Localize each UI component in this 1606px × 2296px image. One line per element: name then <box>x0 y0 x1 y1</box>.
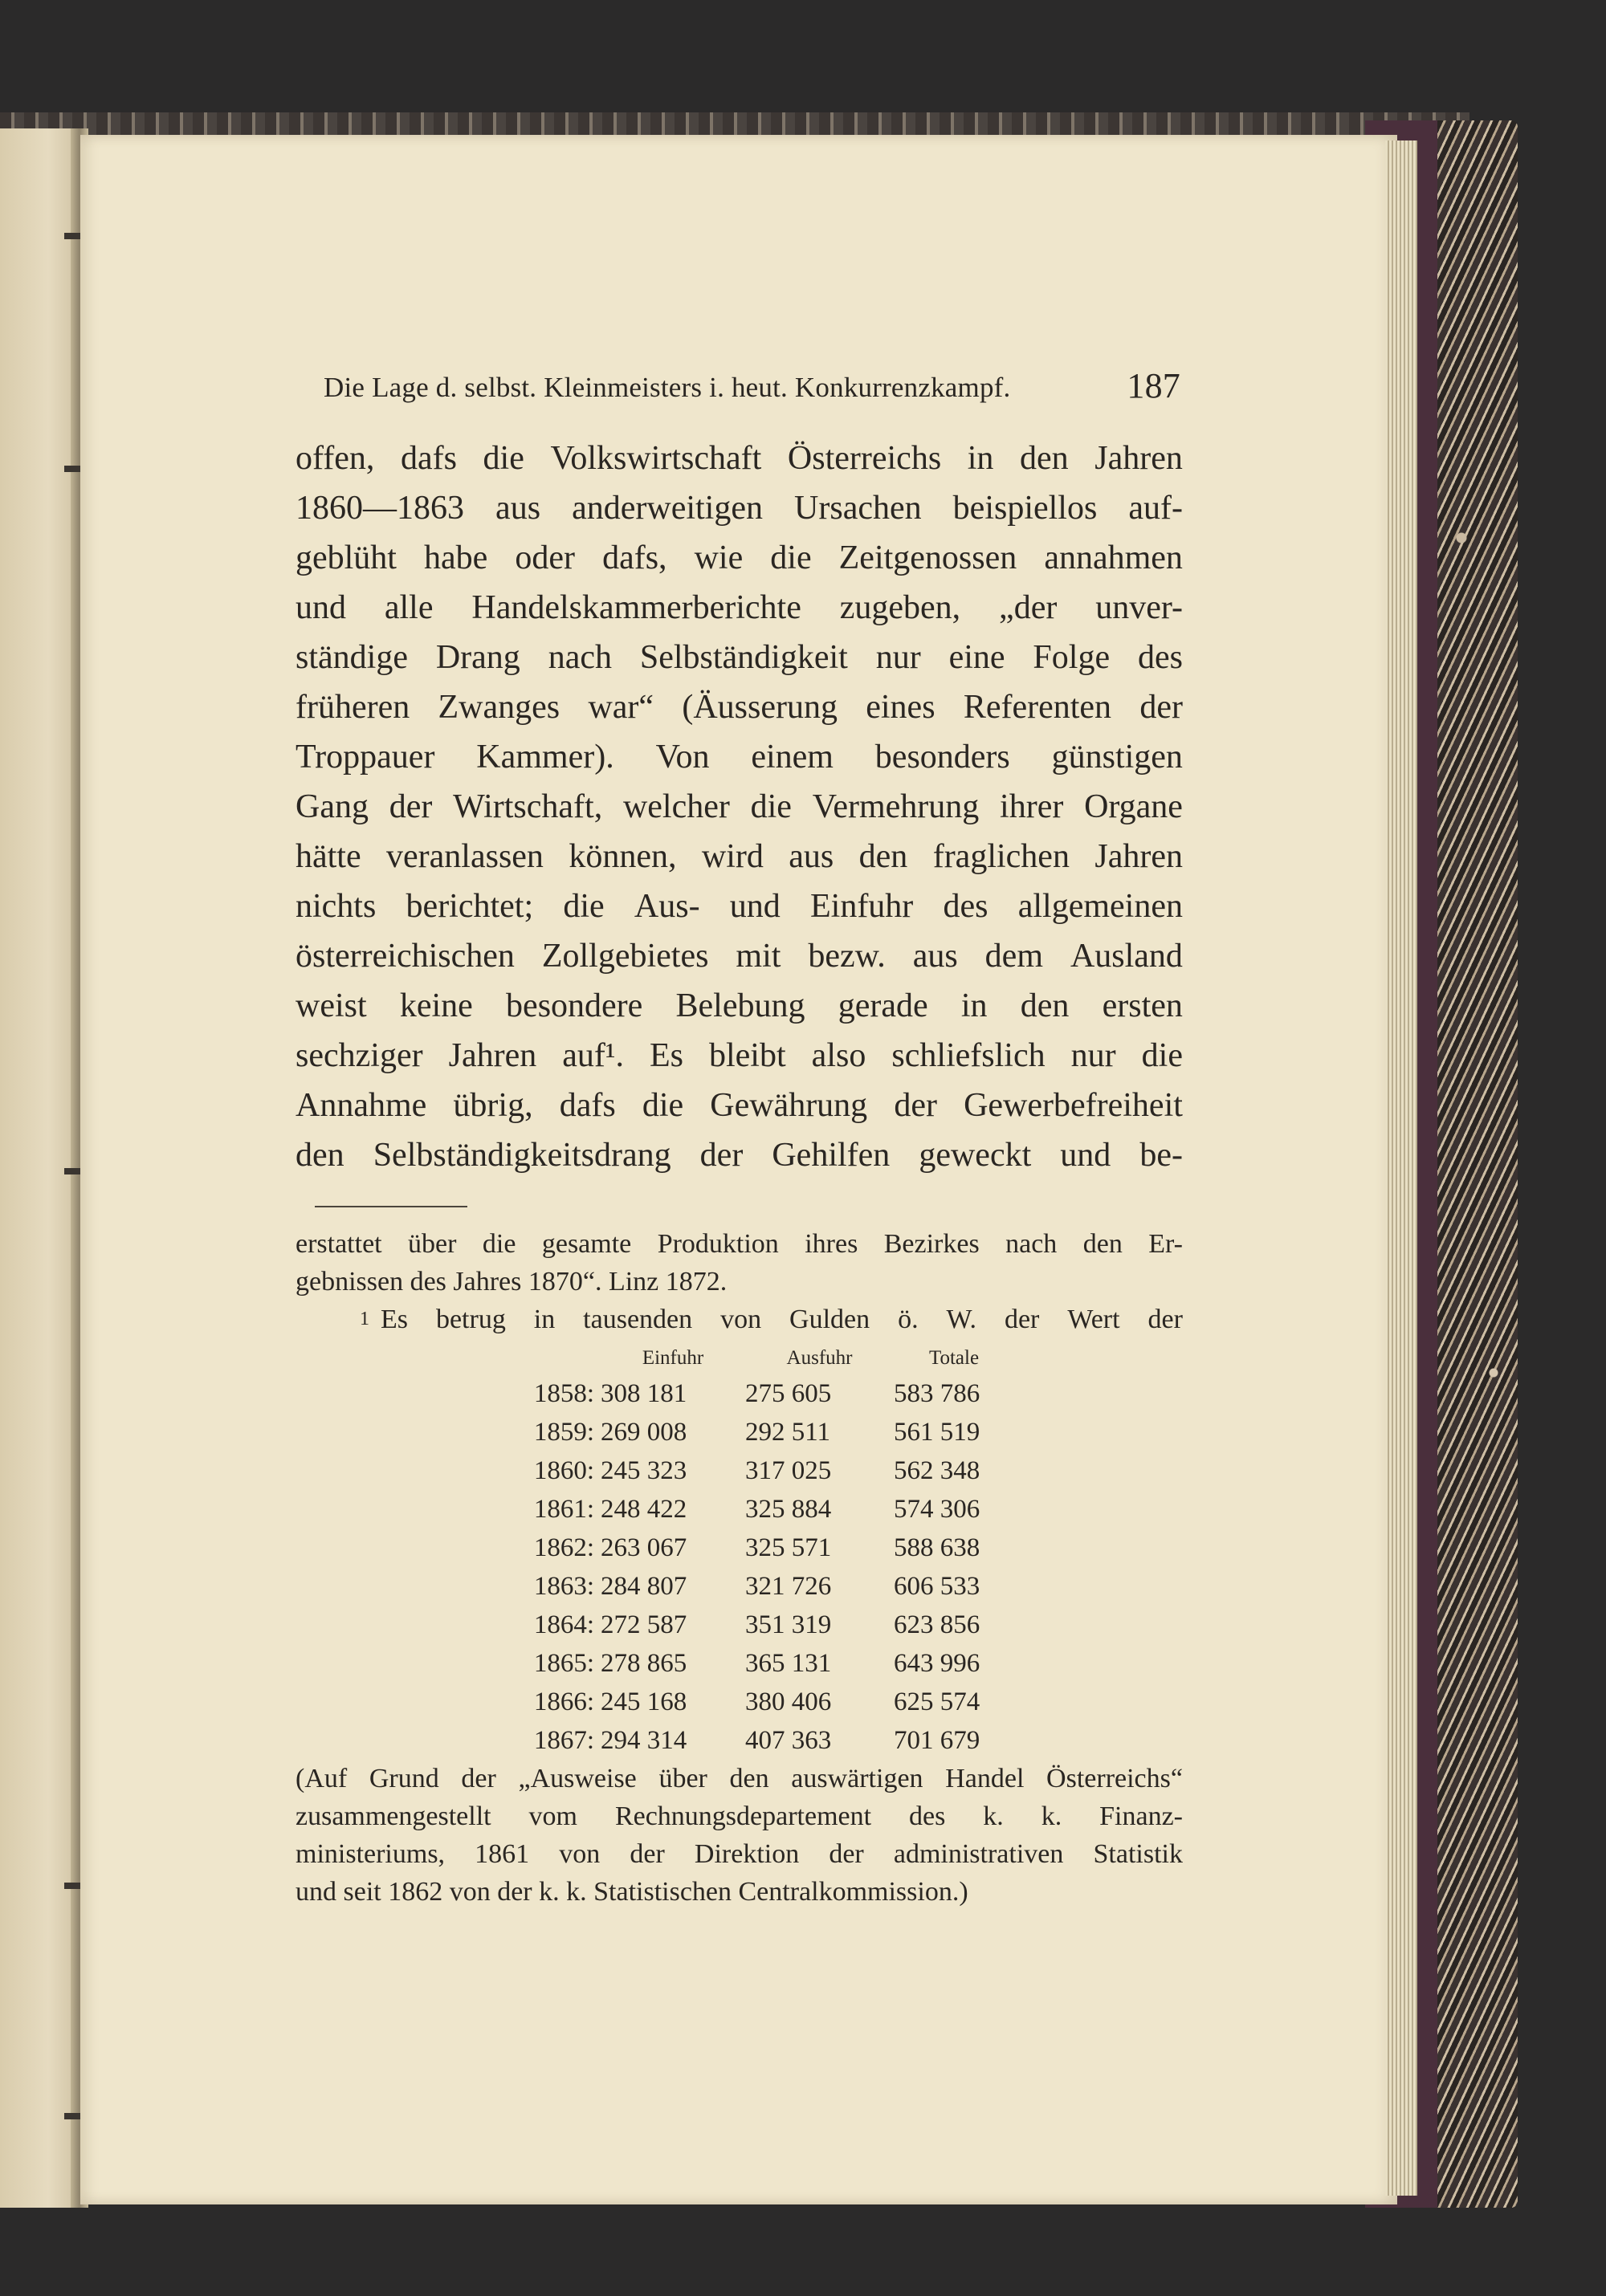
cell-ausfuhr: 292 511 <box>745 1417 831 1447</box>
word: übrig, <box>453 1087 533 1124</box>
text-line <box>296 483 1183 533</box>
word: bleibt <box>709 1037 786 1074</box>
cell-year: 1865: <box>533 1648 594 1678</box>
cell-einfuhr: 245 168 <box>601 1687 687 1716</box>
cell-ausfuhr: 325 884 <box>745 1494 832 1524</box>
page-block-edges <box>1385 140 1417 2196</box>
word: ihrer <box>1000 788 1064 825</box>
cell-year: 1861: <box>533 1494 594 1524</box>
word: in <box>960 987 988 1024</box>
word: dem <box>984 938 1043 975</box>
word: zugeben, <box>839 589 961 626</box>
word: allgemeinen <box>1017 888 1183 925</box>
word: der <box>1004 1305 1040 1334</box>
word: den <box>1020 987 1070 1024</box>
word: österreichischen <box>296 938 515 975</box>
word: Jahren <box>1094 440 1183 477</box>
word: der <box>829 1839 864 1869</box>
cell-year: 1860: <box>533 1455 594 1485</box>
table-row <box>474 1644 1014 1683</box>
table-header-totale: Totale <box>928 1347 980 1369</box>
cell-ausfuhr: 407 363 <box>745 1725 832 1755</box>
word: welcher <box>622 788 730 825</box>
word: alle <box>384 589 434 626</box>
word: Zollgebietes <box>541 938 709 975</box>
word: weist <box>296 987 367 1024</box>
word: und <box>729 888 781 925</box>
word: Handel <box>945 1764 1025 1793</box>
word: der <box>699 1137 744 1174</box>
word: nur <box>875 639 921 676</box>
word: habe <box>424 539 488 576</box>
word: dafs <box>559 1087 616 1124</box>
text-line <box>296 1130 1183 1180</box>
book-top-edge <box>0 112 1469 136</box>
cell-einfuhr: 308 181 <box>601 1378 687 1408</box>
word: den <box>858 838 908 875</box>
word: sechziger <box>296 1037 423 1074</box>
word: nur <box>1070 1037 1116 1074</box>
text-line <box>296 583 1183 633</box>
word: hätte <box>296 838 361 875</box>
word: auf¹. <box>562 1037 624 1074</box>
word: Annahme <box>296 1087 427 1124</box>
text-line <box>296 931 1183 981</box>
word: Referenten <box>963 689 1112 726</box>
word: Organe <box>1084 788 1183 825</box>
word: eine <box>948 639 1005 676</box>
word: über <box>408 1229 457 1259</box>
word: geblüht <box>296 539 397 576</box>
text-line <box>296 832 1183 881</box>
table-row <box>474 1606 1014 1644</box>
text-line <box>296 1835 1183 1873</box>
word: anderweitigen <box>572 490 763 527</box>
table-row <box>474 1567 1014 1606</box>
word: Er- <box>1148 1229 1183 1259</box>
word: einem <box>751 739 834 776</box>
word: betrug <box>435 1305 506 1334</box>
word: Rechnungsdepartement <box>614 1801 872 1831</box>
word: Belebung <box>675 987 805 1024</box>
word: dafs, <box>602 539 667 576</box>
word: Zeitgenossen <box>838 539 1017 576</box>
text-line <box>296 682 1183 732</box>
word: die <box>642 1087 684 1124</box>
word: besondere <box>506 987 643 1024</box>
text-line <box>296 1031 1183 1081</box>
word: Von <box>655 739 710 776</box>
page-number: 187 <box>1127 366 1180 405</box>
word: Einfuhr <box>810 888 914 925</box>
word: eines <box>866 689 935 726</box>
word: beispiellos <box>952 490 1098 527</box>
word: erstattet <box>296 1229 382 1259</box>
word: und <box>1060 1137 1111 1174</box>
word: W. <box>946 1305 977 1334</box>
word: be- <box>1139 1137 1183 1174</box>
cell-einfuhr: 269 008 <box>601 1417 687 1447</box>
footnote-continuation <box>296 1225 1183 1301</box>
word: Troppauer <box>296 739 435 776</box>
cell-totale: 588 638 <box>894 1533 980 1562</box>
word: gesamte <box>541 1229 632 1259</box>
cell-totale: 574 306 <box>894 1494 980 1524</box>
text-line <box>296 1081 1183 1130</box>
word: der <box>630 1839 665 1869</box>
word: Zwanges <box>438 689 560 726</box>
word: war“ <box>588 689 654 726</box>
table-row <box>474 1490 1014 1529</box>
word: (Äusserung <box>682 689 838 726</box>
text-line <box>296 1873 1183 1911</box>
word: in <box>533 1305 556 1334</box>
footnote-mark: 1 <box>360 1309 369 1329</box>
word: die <box>563 888 605 925</box>
cell-year: 1866: <box>533 1687 594 1716</box>
cell-totale: 606 533 <box>894 1571 980 1601</box>
word: ständige <box>296 639 408 676</box>
word: nach <box>1005 1229 1058 1259</box>
cell-einfuhr: 294 314 <box>601 1725 687 1755</box>
table-row <box>474 1529 1014 1567</box>
table-header-ausfuhr: Ausfuhr <box>786 1347 853 1369</box>
word: zusammengestellt <box>296 1801 491 1831</box>
word: geweckt <box>919 1137 1032 1174</box>
word: die <box>482 1229 516 1259</box>
word: nach <box>548 639 612 676</box>
cell-totale: 561 519 <box>894 1417 980 1447</box>
cell-einfuhr: 284 807 <box>601 1571 687 1601</box>
running-title: Die Lage d. selbst. Kleinmeisters i. heut. Konkurrenzkampf. <box>324 372 1011 403</box>
word: den <box>296 1137 344 1174</box>
word: Selbständigkeit <box>639 639 848 676</box>
word: des <box>943 888 988 925</box>
word: auswärtigen <box>791 1764 923 1793</box>
word: „Ausweise <box>518 1764 637 1793</box>
word: Bezirkes <box>883 1229 980 1259</box>
word: k. <box>1041 1801 1062 1831</box>
word: die <box>1141 1037 1183 1074</box>
word: besonders <box>874 739 1010 776</box>
word: von <box>559 1839 601 1869</box>
word: Aus- <box>634 888 700 925</box>
text-line <box>296 533 1183 583</box>
table-row <box>474 1374 1014 1413</box>
cell-year: 1867: <box>533 1725 594 1755</box>
word: tausenden <box>583 1305 693 1334</box>
word: berichtet; <box>406 888 534 925</box>
cell-totale: 583 786 <box>894 1378 980 1408</box>
word: Gewerbefreiheit <box>964 1087 1183 1124</box>
footnote-1-intro <box>296 1301 1183 1338</box>
word: veranlassen <box>386 838 544 875</box>
word: Finanz- <box>1099 1801 1183 1831</box>
word: schliefslich <box>891 1037 1046 1074</box>
word: und seit 1862 von der k. k. Statistischen Centralkommission.) <box>296 1877 968 1907</box>
word: Gewährung <box>710 1087 868 1124</box>
word: Österreichs“ <box>1046 1764 1183 1793</box>
text-line <box>296 1760 1183 1797</box>
word: ö. <box>898 1305 919 1334</box>
text-line <box>296 732 1183 782</box>
word: oder <box>515 539 576 576</box>
word: Wert <box>1067 1305 1120 1334</box>
cell-ausfuhr: 380 406 <box>745 1687 832 1716</box>
word: fraglichen <box>932 838 1070 875</box>
text-line <box>296 782 1183 832</box>
cell-totale: 643 996 <box>894 1648 980 1678</box>
word: Es <box>381 1305 408 1334</box>
word: gerade <box>838 987 928 1024</box>
cell-year: 1859: <box>533 1417 594 1447</box>
word: Österreichs <box>787 440 942 477</box>
word: der <box>461 1764 496 1793</box>
running-header <box>324 366 1180 405</box>
word: Es <box>649 1037 683 1074</box>
word: Gang <box>296 788 369 825</box>
word: dafs <box>400 440 457 477</box>
trade-table <box>474 1342 1014 1760</box>
word: den <box>729 1764 769 1793</box>
cell-year: 1862: <box>533 1533 594 1562</box>
body-text <box>296 434 1183 1180</box>
cell-totale: 623 856 <box>894 1610 980 1639</box>
text-line <box>296 881 1183 931</box>
word: Kammer). <box>476 739 614 776</box>
cell-einfuhr: 263 067 <box>601 1533 687 1562</box>
word: aus <box>789 838 834 875</box>
word: annahmen <box>1044 539 1183 576</box>
word: gebnissen des Jahres 1870“. Linz 1872. <box>296 1267 728 1297</box>
word: aus <box>912 938 958 975</box>
word: der <box>389 788 433 825</box>
word: nichts <box>296 888 377 925</box>
cell-totale: 701 679 <box>894 1725 980 1755</box>
word: früheren <box>296 689 410 726</box>
word: der <box>1147 1305 1183 1334</box>
word: Wirtschaft, <box>453 788 603 825</box>
word: des <box>1137 639 1183 676</box>
text-line <box>296 1225 1183 1263</box>
word: Handelskammerberichte <box>471 589 801 626</box>
word: k. <box>983 1801 1004 1831</box>
word: „der <box>999 589 1058 626</box>
cell-ausfuhr: 275 605 <box>745 1378 832 1408</box>
word: also <box>811 1037 866 1074</box>
word: Vermehrung <box>812 788 980 825</box>
cell-year: 1864: <box>533 1610 594 1639</box>
word: Direktion <box>694 1839 800 1869</box>
cell-totale: 562 348 <box>894 1455 980 1485</box>
word: Jahren <box>448 1037 537 1074</box>
text-line <box>296 1263 1183 1301</box>
marbled-cover <box>1437 120 1518 2208</box>
word: Drang <box>435 639 520 676</box>
word: die <box>750 788 792 825</box>
word: Ausland <box>1070 938 1183 975</box>
word: bezw. <box>808 938 886 975</box>
word: den <box>1020 440 1069 477</box>
word: vom <box>528 1801 577 1831</box>
table-row <box>474 1413 1014 1451</box>
word: des <box>909 1801 946 1831</box>
word: ersten <box>1102 987 1183 1024</box>
table-header-einfuhr: Einfuhr <box>642 1347 704 1369</box>
word: können, <box>569 838 677 875</box>
word: von <box>720 1305 762 1334</box>
word: Grund <box>369 1764 439 1793</box>
word: aus <box>495 490 541 527</box>
word: Ursachen <box>794 490 922 527</box>
word: über <box>658 1764 707 1793</box>
text-line <box>296 434 1183 483</box>
cell-einfuhr: 245 323 <box>601 1455 687 1485</box>
cell-einfuhr: 278 865 <box>601 1648 687 1678</box>
word: auf- <box>1128 490 1183 527</box>
cell-year: 1863: <box>533 1571 594 1601</box>
word: keine <box>399 987 473 1024</box>
word: offen, <box>296 440 375 477</box>
footnote-rule <box>315 1206 467 1207</box>
word: der <box>1139 689 1183 726</box>
word: ihres <box>805 1229 858 1259</box>
word: in <box>967 440 994 477</box>
word: günstigen <box>1051 739 1183 776</box>
word: Produktion <box>657 1229 779 1259</box>
word: administrativen <box>893 1839 1064 1869</box>
footnote-source <box>296 1760 1183 1911</box>
word: wird <box>701 838 764 875</box>
word: den <box>1082 1229 1123 1259</box>
cell-year: 1858: <box>533 1378 594 1408</box>
cell-ausfuhr: 365 131 <box>745 1648 832 1678</box>
table-header-year <box>474 1342 601 1374</box>
cell-einfuhr: 248 422 <box>601 1494 687 1524</box>
cell-ausfuhr: 351 319 <box>745 1610 832 1639</box>
text-line <box>296 633 1183 682</box>
word: ministeriums, <box>296 1839 446 1869</box>
word: die <box>483 440 524 477</box>
word: der <box>894 1087 937 1124</box>
cell-einfuhr: 272 587 <box>601 1610 687 1639</box>
word: Folge <box>1033 639 1111 676</box>
table-row <box>474 1721 1014 1760</box>
word: (Auf <box>296 1764 348 1793</box>
word: und <box>296 589 346 626</box>
text-line <box>296 1797 1183 1835</box>
word: wie <box>694 539 744 576</box>
word: mit <box>736 938 781 975</box>
word: 1861 <box>475 1839 530 1869</box>
word: unver- <box>1095 589 1183 626</box>
word: Gulden <box>789 1305 870 1334</box>
word: Statistik <box>1093 1839 1183 1869</box>
text-line <box>296 981 1183 1031</box>
cell-ausfuhr: 321 726 <box>745 1571 832 1601</box>
cell-totale: 625 574 <box>894 1687 980 1716</box>
table-row <box>474 1683 1014 1721</box>
word: 1860—1863 <box>296 490 464 527</box>
cell-ausfuhr: 317 025 <box>745 1455 832 1485</box>
word: Selbständigkeitsdrang <box>373 1137 671 1174</box>
word: Jahren <box>1094 838 1183 875</box>
word: die <box>770 539 812 576</box>
table-row <box>474 1451 1014 1490</box>
cell-ausfuhr: 325 571 <box>745 1533 832 1562</box>
word: Gehilfen <box>772 1137 891 1174</box>
word: Volkswirtschaft <box>550 440 762 477</box>
